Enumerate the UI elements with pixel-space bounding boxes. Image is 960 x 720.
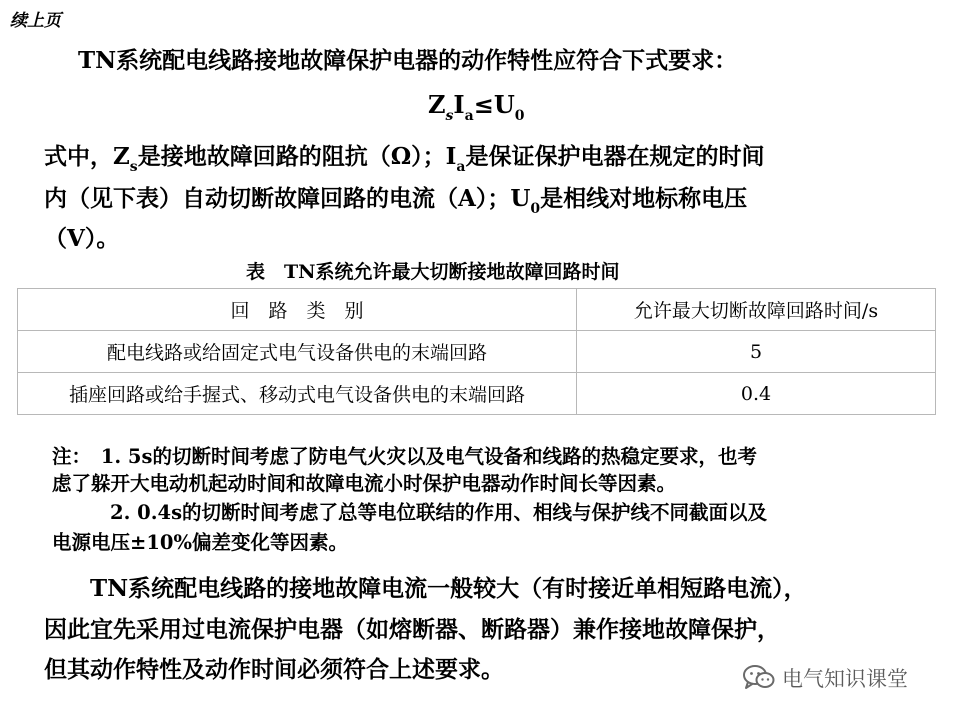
formula-u-sub: 0 bbox=[514, 108, 525, 124]
expl-l1-a: 式中，Z bbox=[44, 143, 130, 170]
formula-rel: ≤U bbox=[473, 90, 515, 119]
formula-i: I bbox=[453, 90, 465, 119]
expl-l2-a: 内（见下表）自动切断故障回路的电流（A）；U bbox=[44, 185, 531, 212]
watermark bbox=[742, 663, 908, 693]
expl-l1-b: 是接地故障回路的阻抗（Ω）；I bbox=[137, 143, 457, 170]
note-line-4: 电源电压±10%偏差变化等因素。 bbox=[52, 531, 349, 554]
closing-line-1: TN系统配电线路的接地故障电流一般较大（有时接近单相短路电流）， bbox=[90, 575, 807, 602]
closing-line-2: 因此宜先采用过电流保护电器（如熔断器、断路器）兼作接地故障保护， bbox=[44, 616, 780, 643]
table-cell-circuit: 插座回路或给手握式、移动式电气设备供电的末端回路 bbox=[18, 373, 577, 415]
table-row bbox=[18, 373, 936, 415]
watermark-text: 电气知识课堂 bbox=[782, 667, 908, 691]
explanation-line-3: （V）。 bbox=[44, 225, 120, 252]
formula-z: Z bbox=[428, 90, 446, 119]
table-row bbox=[18, 331, 936, 373]
clearing-time-table bbox=[17, 288, 936, 415]
table-cell-circuit: 配电线路或给固定式电气设备供电的末端回路 bbox=[18, 331, 577, 373]
note-line-3: 2. 0.4s的切断时间考虑了总等电位联结的作用、相线与保护线不同截面以及 bbox=[110, 501, 768, 524]
expl-ia-sub: a bbox=[456, 159, 466, 175]
table-cell-time: 0.4 bbox=[577, 373, 936, 415]
explanation-line-2 bbox=[44, 180, 748, 217]
table-header-max-time: 允许最大切断故障回路时间/s bbox=[577, 289, 936, 331]
formula-z-sub: s bbox=[445, 108, 454, 124]
closing-line-3: 但其动作特性及动作时间必须符合上述要求。 bbox=[44, 656, 504, 683]
expl-l2-b: 是相线对地标称电压 bbox=[540, 185, 748, 212]
continued-label: 续上页 bbox=[10, 11, 61, 31]
expl-l1-c: 是保证保护电器在规定的时间 bbox=[465, 143, 765, 170]
note-line-2: 虑了躲开大电动机起动时间和故障电流小时保护电器动作时间长等因素。 bbox=[52, 472, 677, 495]
wechat-icon bbox=[742, 663, 776, 693]
explanation-line-1 bbox=[44, 138, 765, 175]
table-header-circuit-type: 回 路 类 别 bbox=[18, 289, 577, 331]
expl-u0-sub: 0 bbox=[530, 201, 541, 217]
formula bbox=[428, 90, 525, 124]
expl-zs-sub: s bbox=[129, 159, 138, 175]
table-caption: 表 TN系统允许最大切断接地故障回路时间 bbox=[246, 261, 620, 283]
table-header-row bbox=[18, 289, 936, 331]
table-cell-time: 5 bbox=[577, 331, 936, 373]
note-line-1: 注： 1. 5s的切断时间考虑了防电气火灾以及电气设备和线路的热稳定要求，也考 bbox=[52, 445, 757, 468]
formula-i-sub: a bbox=[464, 108, 474, 124]
intro-text: TN系统配电线路接地故障保护电器的动作特性应符合下式要求： bbox=[78, 47, 738, 74]
